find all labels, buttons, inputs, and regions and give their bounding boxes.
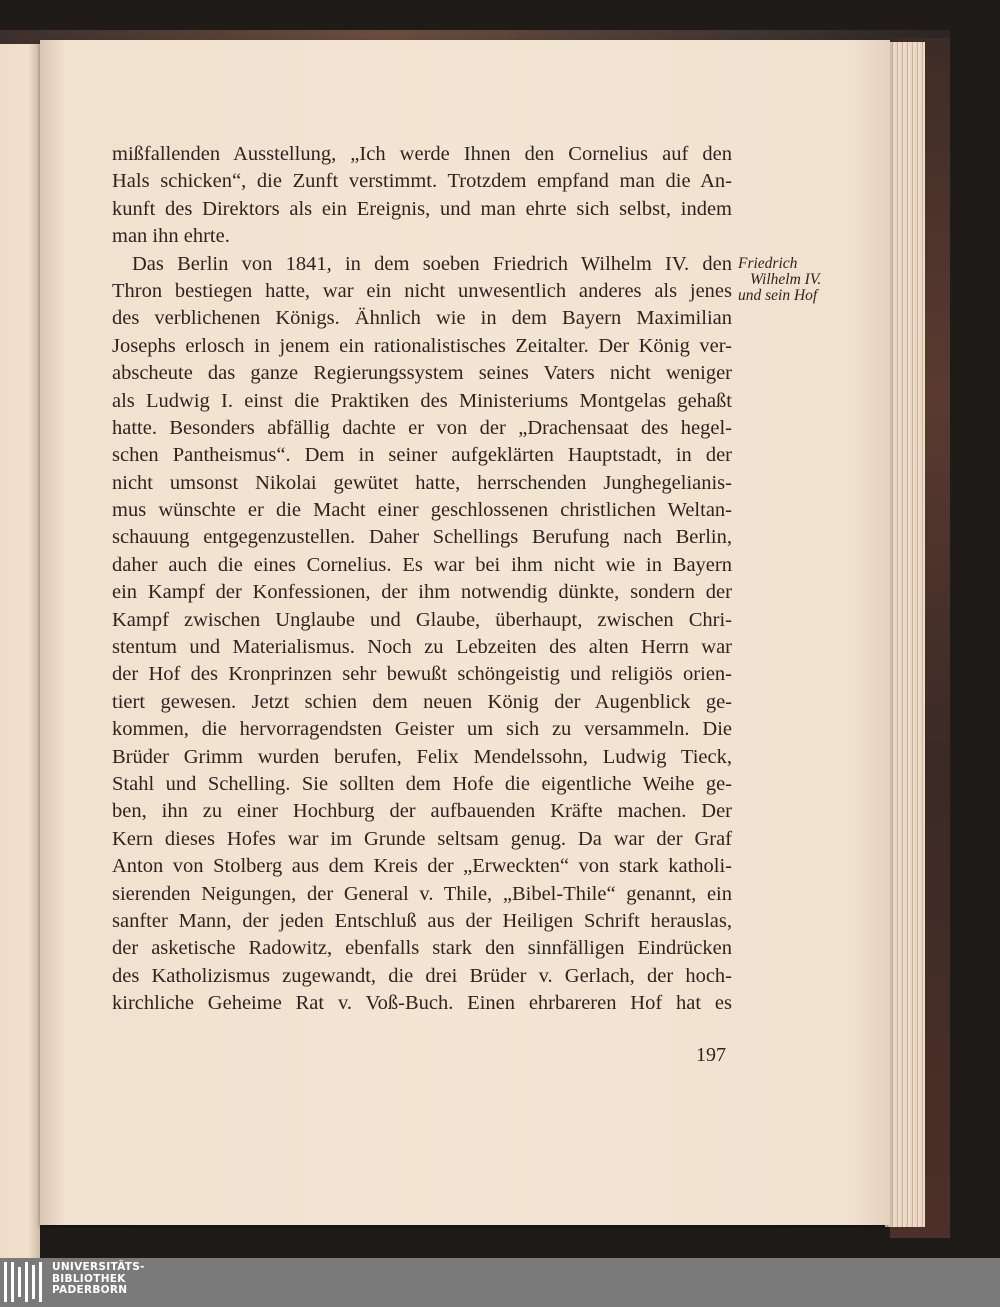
text-line: Das Berlin von 1841, in dem soeben Friedrich Wilhelm IV. den: [132, 252, 732, 275]
text-line: hatte. Besonders abfällig dachte er von der „Drachensaat des hegel-: [112, 416, 732, 439]
text-line: schen Pantheismus“. Dem in seiner aufgeklärten Hauptstadt, in der: [112, 444, 732, 467]
logo-line: BIBLIOTHEK: [52, 1272, 126, 1285]
library-logo-icon: [2, 1262, 46, 1302]
page-number: 197: [696, 1044, 726, 1066]
text-line: kommen, die hervorragendsten Geister um sich zu versammeln. Die: [112, 718, 732, 741]
text-line: als Ludwig I. einst die Praktiken des Ministeriums Montgelas gehaßt: [112, 389, 732, 412]
text-line: schauung entgegenzustellen. Daher Schellings Berufung nach Berlin,: [112, 526, 732, 549]
text-line: der asketische Radowitz, ebenfalls stark den sinnfälligen Eindrücken: [112, 937, 732, 960]
text-line: kunft des Direktors als ein Ereignis, und man ehrte sich selbst, indem: [112, 197, 732, 220]
text-line: Brüder Grimm wurden berufen, Felix Mendelssohn, Ludwig Tieck,: [112, 745, 732, 768]
text-line: Kern dieses Hofes war im Grunde seltsam genug. Da war der Graf: [112, 827, 732, 850]
page-stack-edge: [885, 42, 925, 1227]
text-line: ein Kampf der Konfessionen, der ihm notwendig dünkte, sondern der: [112, 581, 732, 604]
text-line: des verblichenen Königs. Ähnlich wie in dem Bayern Maximilian: [112, 307, 732, 330]
left-page-edge: [0, 44, 40, 1258]
text-line: der Hof des Kronprinzen sehr bewußt schöngeistig und religiös orien-: [112, 663, 732, 686]
text-line: abscheute das ganze Regierungssystem seines Vaters nicht weniger: [112, 362, 732, 385]
text-line: des Katholizismus zugewandt, die drei Brüder v. Gerlach, der hoch-: [112, 964, 732, 987]
text-line: kirchliche Geheime Rat v. Voß-Buch. Einen ehrbareren Hof hat es: [112, 992, 732, 1015]
margin-note-line: und sein Hof: [738, 287, 818, 304]
text-line: Hals schicken“, die Zunft verstimmt. Trotzdem empfand man die An-: [112, 170, 732, 193]
text-line: mißfallenden Ausstellung, „Ich werde Ihnen den Cornelius auf den: [112, 143, 732, 165]
text-line: man ihn ehrte.: [112, 225, 230, 248]
text-line: Stahl und Schelling. Sie sollten dem Hofe die eigentliche Weihe ge-: [112, 772, 732, 795]
margin-note: [738, 256, 848, 304]
text-line: daher auch die eines Cornelius. Es war bei ihm nicht wie in Bayern: [112, 553, 732, 576]
text-line: sierenden Neigungen, der General v. Thile, „Bibel-Thile“ genannt, ein: [112, 882, 732, 905]
text-line: ben, ihn zu einer Hochburg der aufbauenden Kräfte machen. Der: [112, 800, 732, 823]
text-line: stentum und Materialismus. Noch zu Lebzeiten des alten Herrn war: [112, 636, 732, 659]
margin-note-line: Wilhelm IV.: [750, 271, 822, 288]
text-line: Anton von Stolberg aus dem Kreis der „Erweckten“ von stark katholi-: [112, 855, 732, 878]
text-line: nicht umsonst Nikolai gewütet hatte, herrschenden Junghegelianis-: [112, 471, 732, 494]
library-footer-bar: [0, 1258, 1000, 1307]
margin-note-line: Friedrich: [738, 255, 798, 272]
text-line: Kampf zwischen Unglaube und Glaube, überhaupt, zwischen Chri-: [112, 608, 732, 631]
text-line: Josephs erlosch in jenem ein rationalistisches Zeitalter. Der König ver-: [112, 334, 732, 357]
text-line: tiert gewesen. Jetzt schien dem neuen König der Augenblick ge-: [112, 690, 732, 713]
logo-line: UNIVERSITÄTS-: [52, 1261, 145, 1273]
body-text: [112, 141, 732, 1018]
library-logo-text: [52, 1262, 145, 1297]
logo-line: PADERBORN: [52, 1284, 128, 1296]
text-line: Thron bestiegen hatte, war ein nicht unwesentlich anderes als jenes: [112, 279, 732, 302]
text-line: mus wünschte er die Macht einer geschlossenen christlichen Weltan-: [112, 499, 732, 522]
text-line: sanfter Mann, der jeden Entschluß aus der Heiligen Schrift herauslas,: [112, 909, 732, 932]
